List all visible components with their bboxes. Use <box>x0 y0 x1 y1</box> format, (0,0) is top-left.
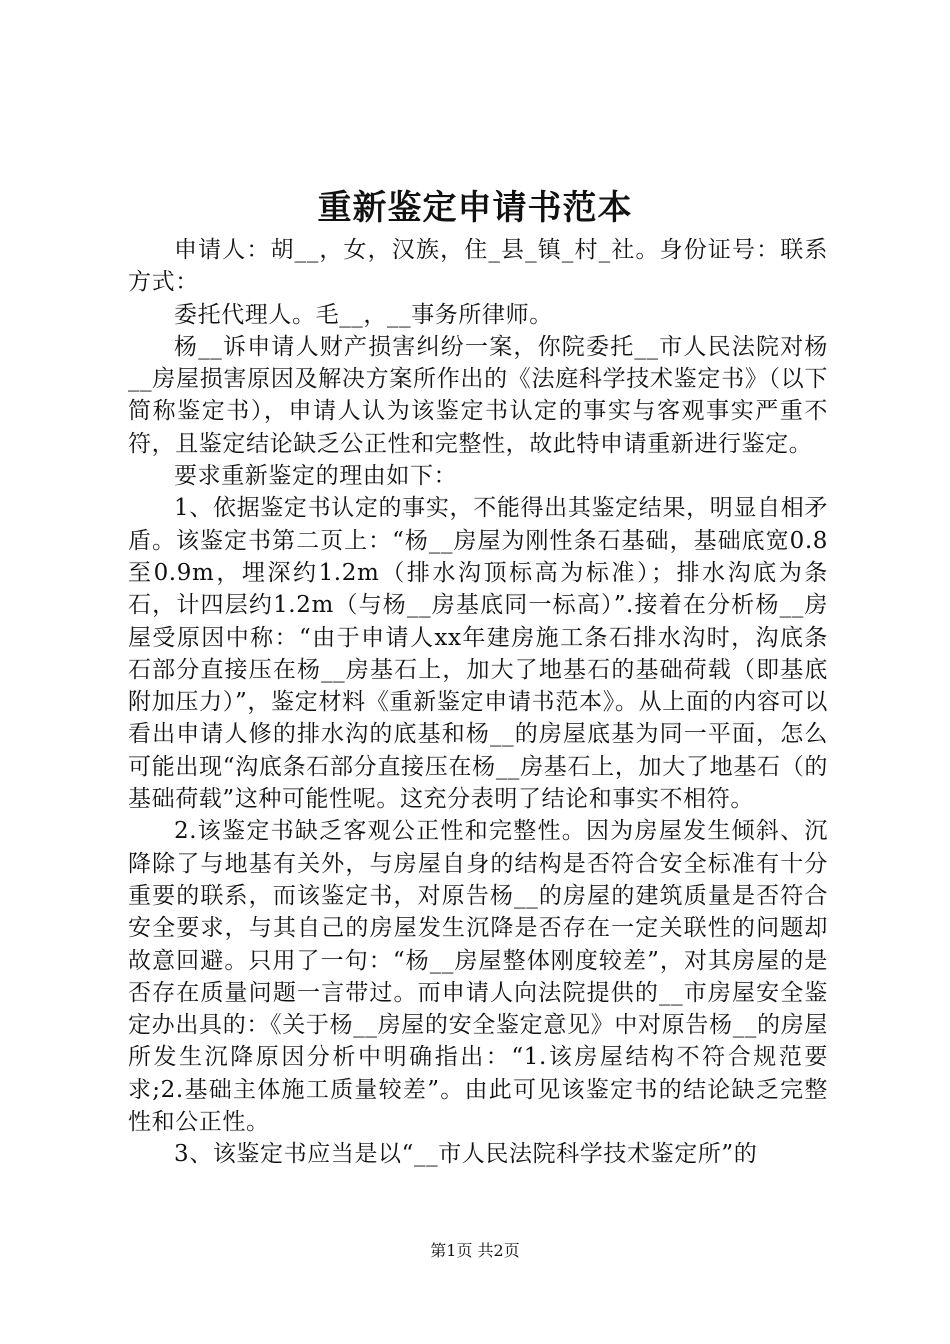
paragraph-reason-1: 1、依据鉴定书认定的事实，不能得出其鉴定结果，明显自相矛盾。该鉴定书第二页上：“杨__房屋为刚性条石基础，基础底宽0.8至0.9m，埋深约1.2m（排水沟顶标高为标准）；排水沟底为条石，计四层约1.2m（与杨__房基底同一标高）”.接着在分析杨__房屋受原因中称：“由于申请人xx年建房施工条石排水沟时，沟底条石部分直接压在杨__房基石上，加大了地基石的基础荷载（即基底附加压力）”，鉴定材料《重新鉴定申请书范本》。从上面的内容可以看出申请人修的排水沟的底基和杨__的房屋底基为同一平面，怎么可能出现“沟底条石部分直接压在杨__房基石上，加大了地基石（的基础荷载”这种可能性呢。这充分表明了结论和事实不相符。 <box>128 495 828 813</box>
paragraph-reasons-heading: 要求重新鉴定的理由如下： <box>174 463 458 490</box>
paragraph-agent: 委托代理人。毛__，__事务所律师。 <box>174 301 553 328</box>
paragraph-reason-2: 2.该鉴定书缺乏客观公正性和完整性。因为房屋发生倾斜、沉降除了与地基有关外，与房屋自身的结构是否符合安全标准有十分重要的联系，而该鉴定书，对原告杨__的房屋的建筑质量是否符合安全要求，与其自己的房屋发生沉降是否存在一定关联性的问题却故意回避。只用了一句：“杨__房屋整体刚度较差”，对其房屋的是否存在质量问题一言带过。而申请人向法院提供的__市房屋安全鉴定办出具的：《关于杨__房屋的安全鉴定意见》中对原告杨__的房屋所发生沉降原因分析中明确指出：“1.该房屋结构不符合规范要求;2.基础主体施工质量较差”。由此可见该鉴定书的结论缺乏完整性和公正性。 <box>128 818 828 1136</box>
paragraph-reason-3: 3、该鉴定书应当是以“__市人民法院科学技术鉴定所”的 <box>174 1141 758 1168</box>
page-number: 第1页 共2页 <box>430 1241 520 1260</box>
paragraph-case: 杨__诉申请人财产损害纠纷一案，你院委托__市人民法院对杨__房屋损害原因及解决方案所作出的《法庭科学技术鉴定书》（以下简称鉴定书），申请人认为该鉴定书认定的事实与客观事实严重不符，且鉴定结论缺乏公正性和完整性，故此特申请重新进行鉴定。 <box>128 333 828 457</box>
document-body <box>128 234 828 1171</box>
paragraph-applicant: 申请人：胡__，女，汉族，住_县_镇_村_社。身份证号：联系方式： <box>128 237 828 296</box>
document-title: 重新鉴定申请书范本 <box>317 188 633 228</box>
